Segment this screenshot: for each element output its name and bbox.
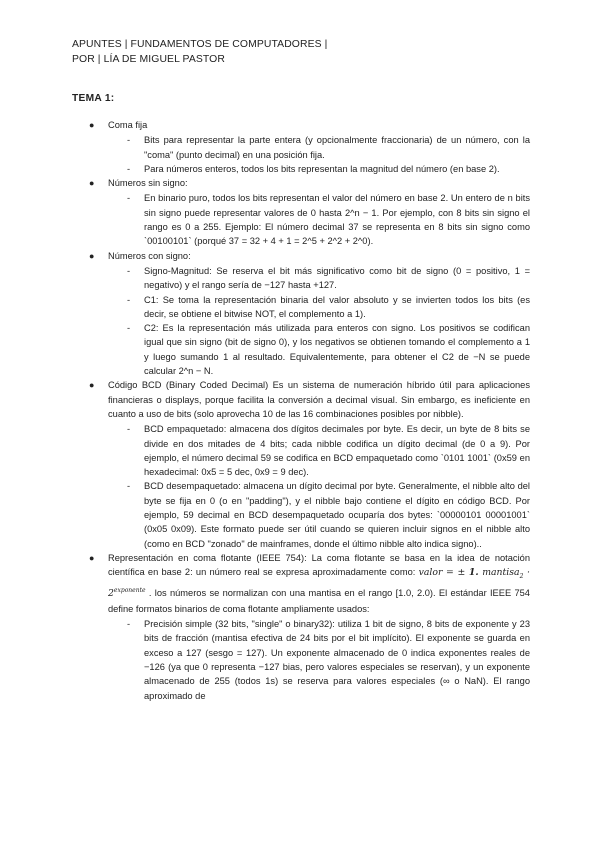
section-title: TEMA 1: [72, 93, 115, 104]
list-item [72, 249, 530, 263]
sub-list-item-text: Precisión simple (32 bits, "single" o binary32): utiliza 1 bit de signo, 8 bits de exponente y 23 bits de fracción (mantisa efectiva de 24 bits por el bit implícito). El exponente se guarda en exceso a 127 (sesgo = 127). Un exponente almacenado de 0 indica exponentes reales de −126 (ya que 0 representa −127 bias, pero valores especiales se reservan), y un exponente almacenado de 255 (todos 1s) se reserva para valores especiales (∞ o NaN). El rango aproximado de [144, 619, 530, 701]
formula-mantissa: mantisa [482, 567, 520, 579]
bullet-icon: ● [89, 380, 95, 391]
dash-icon: - [127, 135, 131, 146]
notes-body [72, 118, 530, 703]
list-item [72, 118, 530, 132]
list-item-text-after-formula: . los números se normalizan con una mantisa en el rango [1.0, 2.0). El estándar IEEE 754 define formatos binarios de coma flotante ampliamente usados: [108, 588, 530, 614]
sub-list-item-text: Bits para representar la parte entera (y opcionalmente fraccionaria) de un número, con la "coma" (punto decimal) en una posición fija. [144, 135, 530, 160]
bullet-icon: ● [89, 120, 95, 130]
list-item-text: Coma fija [108, 120, 148, 130]
dash-icon: - [127, 323, 131, 334]
sub-list-item [72, 422, 530, 479]
list-item [72, 551, 530, 616]
formula-equals: = [446, 567, 454, 579]
dash-icon: - [127, 481, 131, 492]
document-header [72, 38, 327, 67]
header-line-2: POR | LÍA DE MIGUEL PASTOR [72, 53, 225, 65]
sub-list-item-text: C2: Es la representación más utilizada para enteros con signo. Los positivos se codifican igual que sin signo (bit de signo 0), y los negativos se obtienen tomando el complemento a 1 y luego sumando 1 al resultado. Equivalentemente, para obtener el C2 de −N se puede calcular 2^n − N. [144, 323, 530, 377]
sub-list-item [72, 293, 530, 322]
sub-list-item [72, 321, 530, 378]
sub-list-item [72, 133, 530, 162]
bullet-icon: ● [89, 250, 95, 261]
list-item-text: Código BCD (Binary Coded Decimal) Es un sistema de numeración híbrido útil para aplicaciones financieras o displays, porque facilita la conversión a decimal visual. Sin embargo, es ineficiente en cuanto a uso de bits (solo aprovecha 10 de las 16 combinaciones posibles por nibble). [108, 380, 530, 419]
formula-mantissa-sub: 2 [519, 573, 524, 581]
list-item-text: Números con signo: [108, 250, 191, 261]
list-item [72, 176, 530, 190]
formula-plus-minus: ± [457, 567, 466, 579]
dash-icon: - [127, 193, 131, 204]
dash-icon: - [127, 619, 131, 630]
sub-list-item [72, 479, 530, 550]
dash-icon: - [127, 265, 131, 276]
formula-dot: · [527, 567, 530, 579]
dash-icon: - [127, 163, 131, 174]
list-item-text-before-formula: Representación en coma flotante (IEEE 754): La coma flotante se basa en la idea de notación científica en base 2: un número real se expresa aproximadamente como: [108, 552, 530, 578]
list-item-text: Números sin signo: [108, 178, 188, 189]
sub-list-item [72, 617, 530, 703]
sub-list-item-text: En binario puro, todos los bits representan el valor del número en base 2. Un entero de n bits sin signo puede representar valores de 0 hasta 2^n − 1. Por ejemplo, con 8 bits sin signo el rango es 0 a 255. Ejemplo: El número decimal 37 se representa en 8 bits sin signo como `00100101` (porqué 37 = 32 + 4 + 1 = 2^5 + 2^2 + 2^0). [144, 193, 530, 247]
sub-list-item-text: C1: Se toma la representación binaria del valor absoluto y se invierten todos los bits (es decir, se obtiene el bitwise NOT, el complemento a 1). [144, 294, 530, 319]
bullet-icon: ● [89, 552, 95, 563]
list-item [72, 378, 530, 421]
sub-list-item-text: BCD desempaquetado: almacena un dígito decimal por byte. Generalmente, el nibble alto del byte se fija en 0 (o en "padding"), y el nibble bajo contiene el dígito en código BCD. Por ejemplo, 59 decimal en BCD desempaquetado ocuparía dos bytes: `00000101 00001001` (0x05 0x09). Este formato puede ser útil cuando se quieren incluir signos en el nibble alto (como en BCD "zonado" de mainframes, donde el último nibble alto indica signo).. [144, 481, 530, 549]
formula-one: 1. [468, 567, 479, 579]
sub-list-item-text: BCD empaquetado: almacena dos dígitos decimales por byte. Es decir, un byte de 8 bits se divide en dos mitades de 4 bits; cada nibble codifica un dígito decimal (de 0 a 9). Por ejemplo, el número decimal 59 se codifica en BCD empaquetado como `0101 1001` (0x59 en hexadecimal: 0x5 = 5 dec, 0x9 = 9 dec). [144, 424, 530, 478]
sub-list-item-text: Signo-Magnitud: Se reserva el bit más significativo como bit de signo (0 = positivo, 1 = negativo) y el rango sería de −127 hasta +127. [144, 265, 530, 291]
dash-icon: - [127, 424, 131, 435]
dash-icon: - [127, 294, 131, 305]
formula-lhs: valor [418, 567, 443, 579]
bullet-icon: ● [89, 178, 95, 189]
formula-base: 2 [108, 588, 114, 600]
sub-list-item [72, 162, 530, 176]
sub-list-item-text: Para números enteros, todos los bits representan la magnitud del número (en base 2). [144, 163, 500, 174]
header-line-1: APUNTES | FUNDAMENTOS DE COMPUTADORES | [72, 39, 328, 50]
sub-list-item [72, 191, 530, 248]
sub-list-item [72, 264, 530, 293]
formula-exponent: exponente [113, 587, 146, 595]
